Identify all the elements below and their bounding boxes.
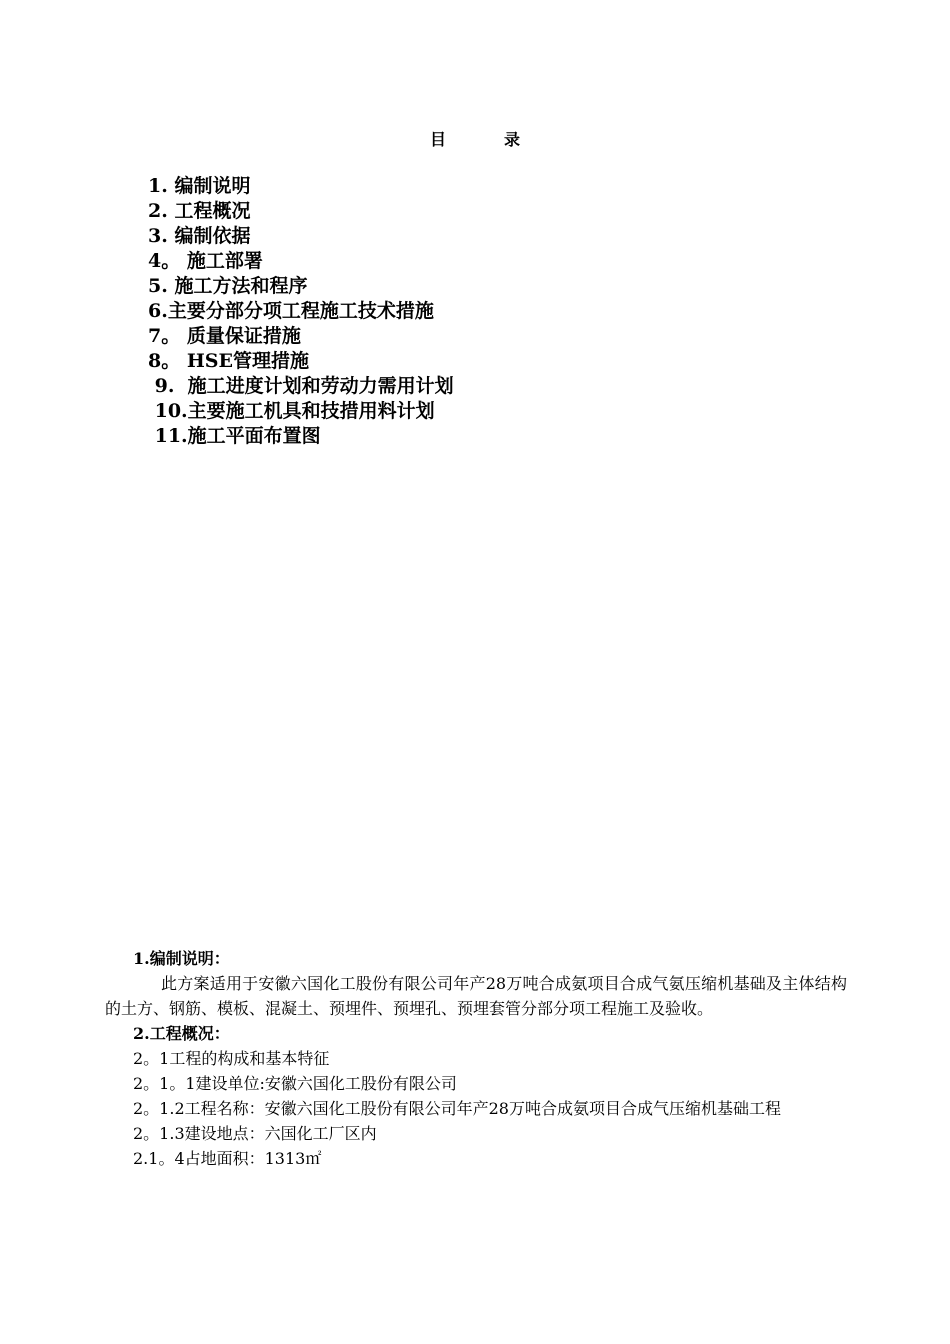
section-1-heading: 1.编制说明： — [133, 949, 230, 968]
section-2-line-3: 2。1.2工程名称：安徽六国化工股份有限公司年产28万吨合成氨项目合成气压缩机基础工程 — [133, 1099, 781, 1118]
document-body — [105, 946, 847, 1171]
toc-item-4[interactable]: 4。 施工部署 — [148, 250, 263, 272]
toc-title-right: 录 — [504, 130, 521, 149]
section-2-line-2: 2。1。1建设单位:安徽六国化工股份有限公司 — [133, 1074, 457, 1093]
toc-item-10[interactable]: 10.主要施工机具和技措用料计划 — [148, 400, 435, 422]
toc-item-8[interactable]: 8。 HSE管理措施 — [148, 350, 309, 372]
toc-item-6[interactable]: 6.主要分部分项工程施工技术措施 — [148, 300, 434, 322]
toc-item-11[interactable]: 11.施工平面布置图 — [148, 425, 321, 447]
section-2-line-4: 2。1.3建设地点：六国化工厂区内 — [133, 1124, 377, 1143]
toc-item-7[interactable]: 7。 质量保证措施 — [148, 325, 301, 347]
section-2-heading: 2.工程概况： — [133, 1024, 230, 1043]
toc-item-2[interactable]: 2. 工程概况 — [148, 200, 251, 222]
toc-item-3[interactable]: 3. 编制依据 — [148, 225, 251, 247]
toc-title — [0, 127, 950, 150]
toc-list — [148, 174, 454, 449]
section-1-paragraph: 此方案适用于安徽六国化工股份有限公司年产28万吨合成氨项目合成气氨压缩机基础及主体结构的土方、钢筋、模板、混凝土、预埋件、预埋孔、预埋套管分部分项工程施工及验收。 — [105, 974, 847, 1018]
section-2-line-5: 2.1。4占地面积：1313㎡ — [133, 1149, 322, 1168]
toc-item-9[interactable]: 9. 施工进度计划和劳动力需用计划 — [148, 375, 454, 397]
section-2-line-1: 2。1工程的构成和基本特征 — [133, 1049, 330, 1068]
toc-item-5[interactable]: 5. 施工方法和程序 — [148, 275, 308, 297]
toc-item-1[interactable]: 1. 编制说明 — [148, 175, 251, 197]
toc-title-left: 目 — [429, 130, 446, 149]
